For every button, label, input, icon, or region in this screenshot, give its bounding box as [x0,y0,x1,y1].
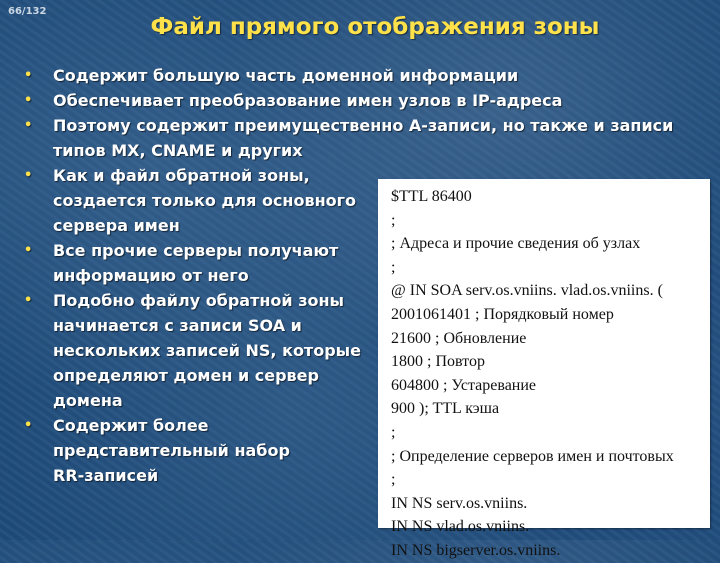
zone-file-line: IN NS vlad.os.vniins. [391,518,530,536]
bullet-icon: • [24,418,33,433]
zone-file-line: $TTL 86400 [391,188,472,205]
zone-file-line: IN NS bigserver.os.vniins. [391,541,561,559]
bullet-item: • Содержит большую часть доменной информации [24,63,714,88]
bullet-icon: • [24,68,33,83]
zone-file-line: 900 ); TTL кэша [391,400,500,418]
bullet-item: • Обеспечивает преобразование имен узлов в IP-адреса [24,88,714,113]
zone-file-line: ; Адреса и прочие сведения об узлах [391,235,641,253]
zone-file-line: ; [391,471,396,489]
slide-title: Файл прямого отображения зоны [150,14,600,40]
bullet-item: • Содержит более представительный набор RR-записей [24,413,323,488]
zone-file-line: ; [391,258,396,276]
zone-file-line: 21600 ; Обновление [391,329,527,347]
bullet-item: • Подобно файлу обратной зоны начинается с записи SOA и нескольких записей NS, которые определяют домен и сервер домена [24,288,383,413]
zone-file-line: 604800 ; Устаревание [391,376,537,394]
zone-file-line: ; [391,211,396,229]
bullet-icon: • [24,118,33,133]
bullet-item: • Поэтому содержит преимущественно А-записи, но также и записи типов MX, CNAME и других [24,113,693,163]
bullet-item: • Все прочие серверы получают информацию от него [24,238,383,288]
zone-file-line: ; Определение серверов имен и почтовых [391,447,674,465]
bullet-icon: • [24,93,33,108]
bullet-icon: • [24,243,33,258]
zone-file-line: ; [391,423,396,441]
bullet-icon: • [24,168,33,183]
bullet-icon: • [24,293,33,308]
zone-file-line: 2001061401 ; Порядковый номер [391,305,614,323]
zone-file-line: 1800 ; Повтор [391,353,485,371]
zone-file-line: @ IN SOA serv.os.vniins. vlad.os.vniins. ( [391,282,663,300]
zone-file-line: IN NS serv.os.vniins. [391,494,528,512]
zone-file-panel [378,179,710,559]
bullet-item: • Как и файл обратной зоны, создается только для основного сервера имен [24,163,383,238]
slide-number: 66/132 [8,6,47,17]
